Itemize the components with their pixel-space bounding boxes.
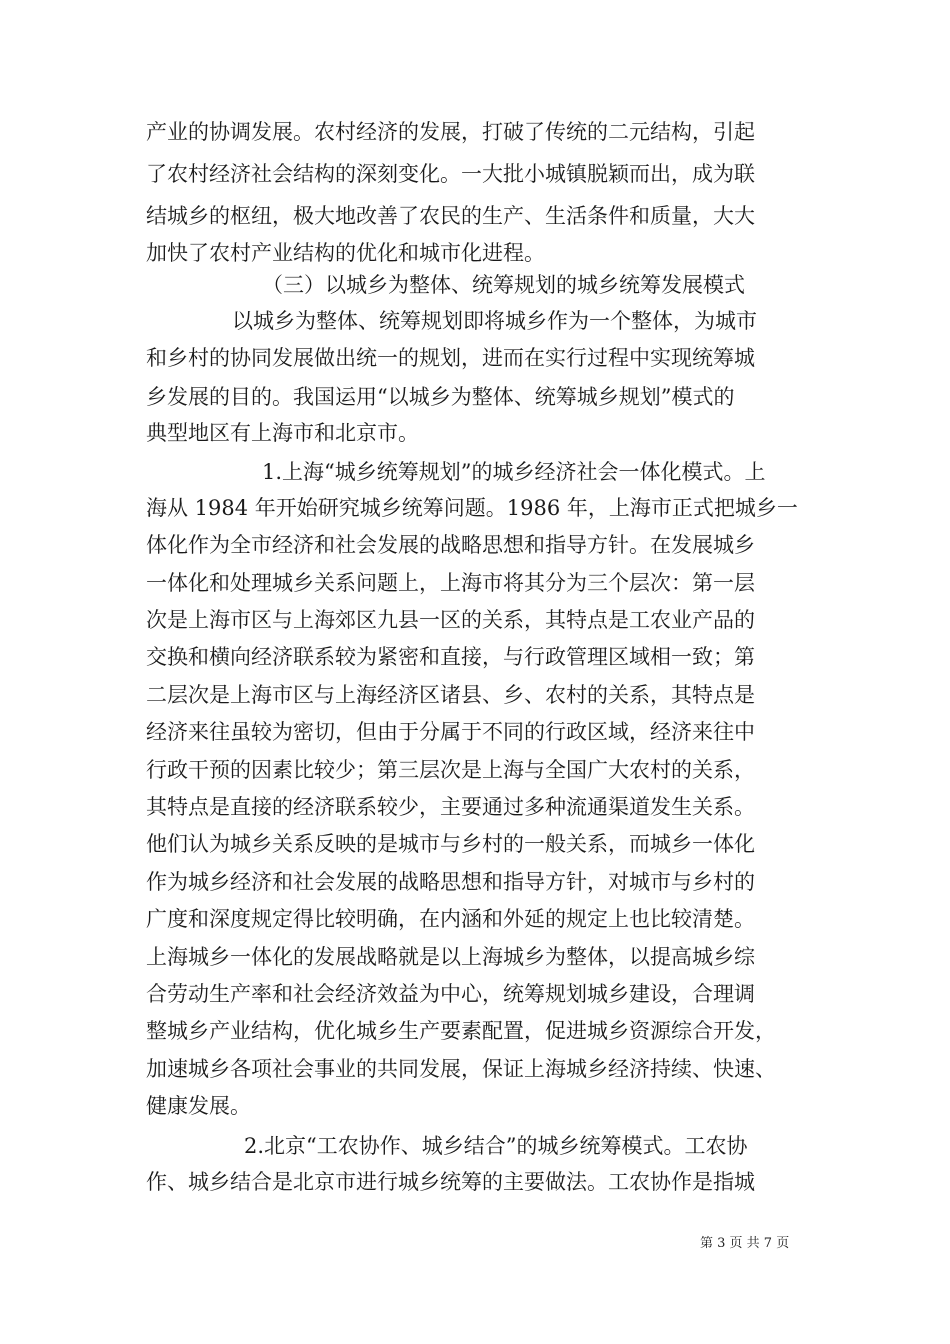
text-line: 海从 1984 年开始研究城乡统筹问题。1986 年，上海市正式把城乡一 <box>146 496 798 520</box>
text-line: 次是上海市区与上海郊区九县一区的关系，其特点是工农业产品的 <box>146 608 755 632</box>
text-line: 了农村经济社会结构的深刻变化。一大批小城镇脱颖而出，成为联 <box>146 162 755 186</box>
text-line: 2.北京“工农协作、城乡结合”的城乡统筹模式。工农协 <box>244 1134 748 1158</box>
text-line: 二层次是上海市区与上海经济区诸县、乡、农村的关系，其特点是 <box>146 683 755 707</box>
text-line: 1.上海“城乡统筹规划”的城乡经济社会一体化模式。上 <box>262 460 766 484</box>
text-line: 作、城乡结合是北京市进行城乡统筹的主要做法。工农协作是指城 <box>146 1170 755 1194</box>
text-line: 加速城乡各项社会事业的共同发展，保证上海城乡经济持续、快速、 <box>146 1057 776 1081</box>
text-line: 经济来往虽较为密切，但由于分属于不同的行政区域，经济来往中 <box>146 720 755 744</box>
text-line: 体化作为全市经济和社会发展的战略思想和指导方针。在发展城乡 <box>146 533 755 557</box>
text-line: 乡发展的目的。我国运用“以城乡为整体、统筹城乡规划”模式的 <box>146 385 735 409</box>
text-line: 上海城乡一体化的发展战略就是以上海城乡为整体，以提高城乡综 <box>146 945 755 969</box>
text-line: 结城乡的枢纽，极大地改善了农民的生产、生活条件和质量，大大 <box>146 204 755 228</box>
text-line: 加快了农村产业结构的优化和城市化进程。 <box>146 241 545 265</box>
text-line: 其特点是直接的经济联系较少，主要通过多种流通渠道发生关系。 <box>146 795 755 819</box>
text-line: 产业的协调发展。农村经济的发展，打破了传统的二元结构，引起 <box>146 120 755 144</box>
text-line: 合劳动生产率和社会经济效益为中心，统筹规划城乡建设，合理调 <box>146 982 755 1006</box>
text-line: 健康发展。 <box>146 1094 251 1118</box>
text-line: 交换和横向经济联系较为紧密和直接，与行政管理区域相一致；第 <box>146 645 755 669</box>
text-line: 典型地区有上海市和北京市。 <box>146 421 419 445</box>
text-line: 以城乡为整体、统筹规划即将城乡作为一个整体，为城市 <box>232 309 757 333</box>
text-line: 一体化和处理城乡关系问题上，上海市将其分为三个层次：第一层 <box>146 571 755 595</box>
text-line: 作为城乡经济和社会发展的战略思想和指导方针，对城市与乡村的 <box>146 870 755 894</box>
text-line: 他们认为城乡关系反映的是城市与乡村的一般关系，而城乡一体化 <box>146 832 755 856</box>
section-heading: （三）以城乡为整体、统筹规划的城乡统筹发展模式 <box>262 273 745 297</box>
text-line: 和乡村的协同发展做出统一的规划，进而在实行过程中实现统筹城 <box>146 346 755 370</box>
text-line: 广度和深度规定得比较明确，在内涵和外延的规定上也比较清楚。 <box>146 907 755 931</box>
page-number-footer: 第 3 页 共 7 页 <box>700 1236 790 1251</box>
text-line: 行政干预的因素比较少；第三层次是上海与全国广大农村的关系， <box>146 758 755 782</box>
text-line: 整城乡产业结构，优化城乡生产要素配置，促进城乡资源综合开发， <box>146 1019 776 1043</box>
